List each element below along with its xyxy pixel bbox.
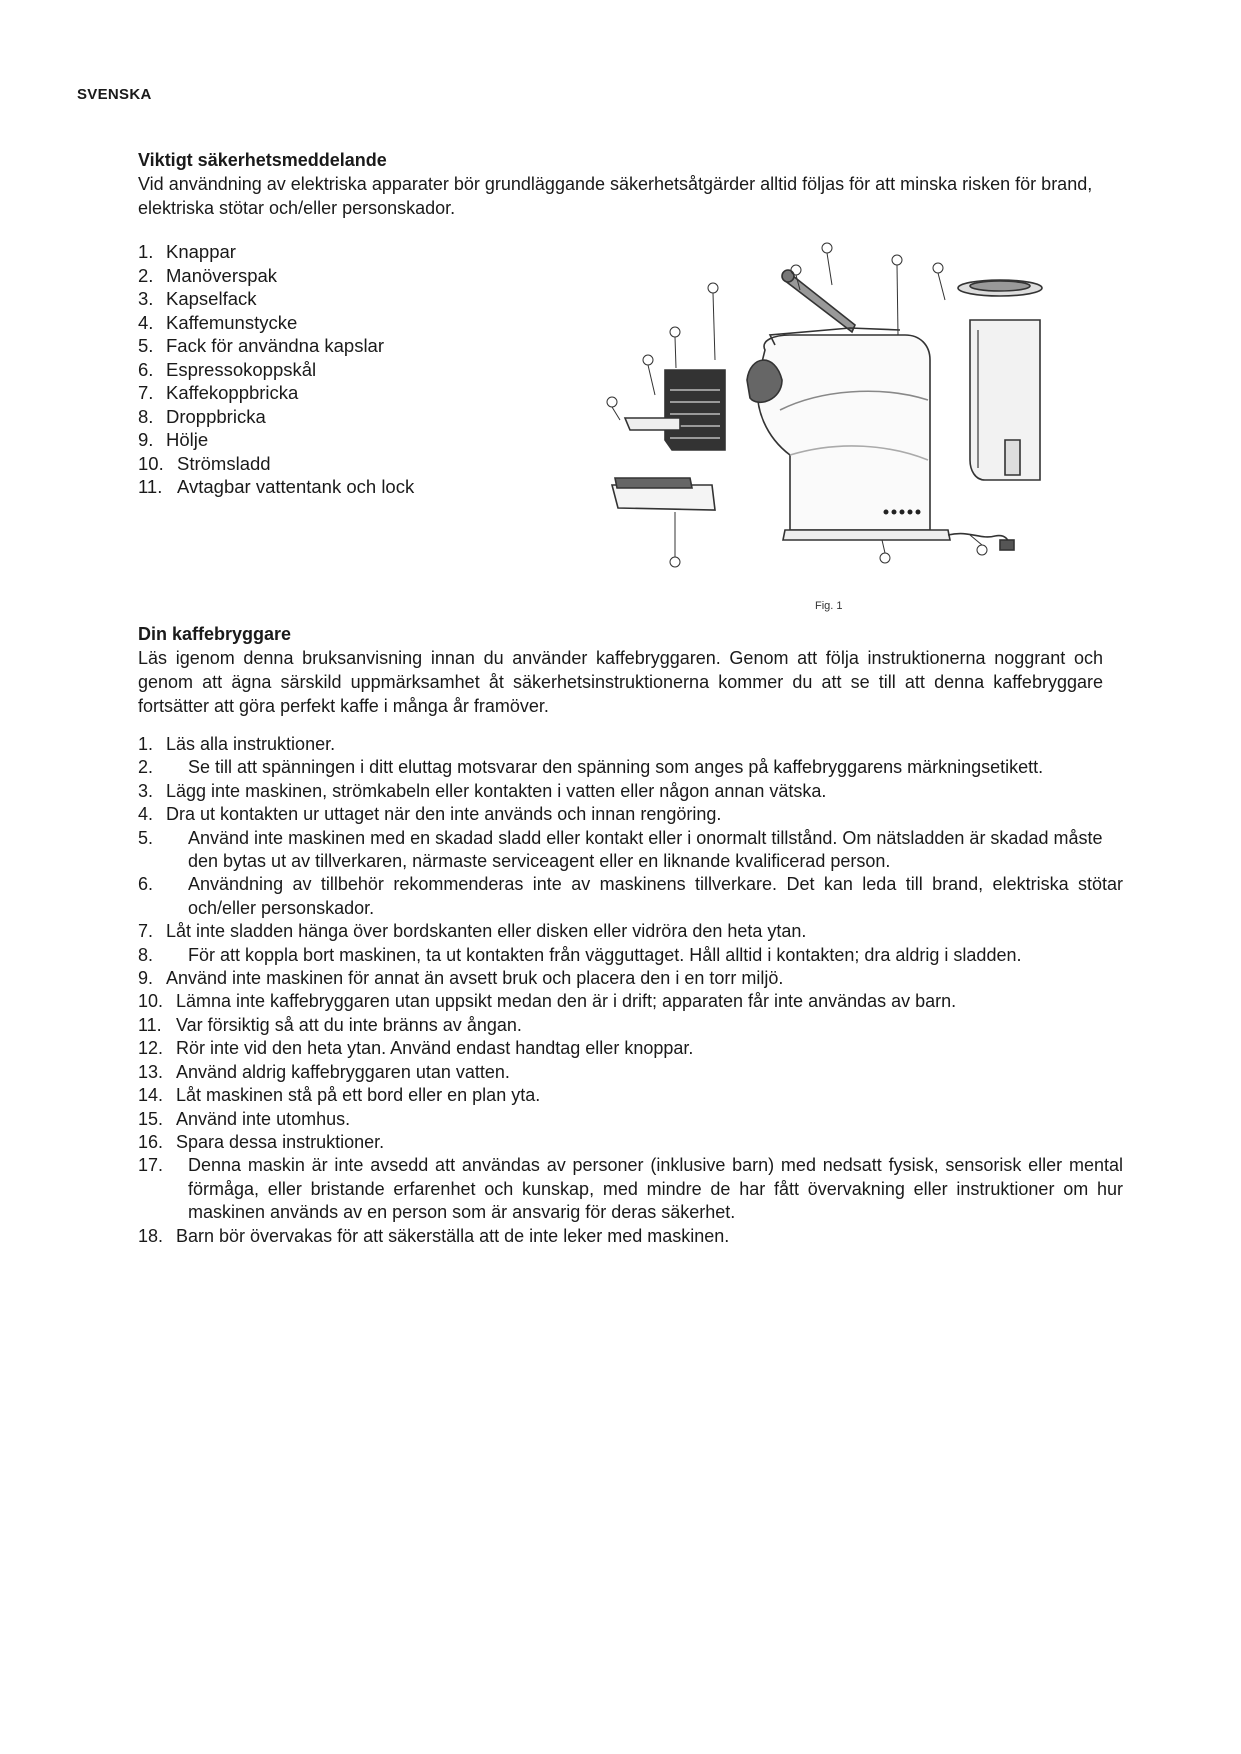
parts-list-item: 5. Fack för användna kapslar <box>138 335 385 356</box>
rule-item: 2. Se till att spänningen i ditt eluttag motsvarar den spänning som anges på kaffebryggarens märkningsetikett. <box>138 757 1044 778</box>
rule-item: 10. Lämna inte kaffebryggaren utan uppsikt medan den är i drift; apparaten får inte användas av barn. <box>138 991 957 1012</box>
rule-item: 7. Låt inte sladden hänga över bordskanten eller disken eller vidröra den heta ytan. <box>138 921 807 942</box>
parts-list-item: 11. Avtagbar vattentank och lock <box>138 476 415 497</box>
rule-item: 11. Var försiktig så att du inte bränns av ångan. <box>138 1014 522 1035</box>
rule-item: 18. Barn bör övervakas för att säkerställa att de inte leker med maskinen. <box>138 1225 730 1246</box>
rule-item: 4. Dra ut kontakten ur uttaget när den inte används och innan rengöring. <box>138 804 722 825</box>
safety-text: Vid användning av elektriska apparater bör grundläggande säkerhetsåtgärder alltid följas för att minska risken för brand, elektriska stötar och/eller personskador. <box>138 174 1093 218</box>
rule-item: 3. Lägg inte maskinen, strömkabeln eller kontakten i vatten eller någon annan vätska. <box>138 780 827 801</box>
parts-list-item: 2. Manöverspak <box>138 264 278 286</box>
rule-item: 5. Använd inte maskinen med en skadad sladd eller kontakt eller i onormalt tillstånd. Om nätsladden är skadad måste den bytas ut av tillverkaren, närmaste serviceagent eller en liknande kvalificerad person. <box>138 827 1103 872</box>
coffee-text: Läs igenom denna bruksanvisning innan du använder kaffebryggaren. Genom att följa instruktionerna noggrant och genom att ägna särskild uppmärksamhet åt säkerhetsinstruktionerna kommer du att se till att denna kaffebryggare fortsätter att göra perfekt kaffe i många år framöver. <box>138 648 1103 716</box>
coffee-section <box>138 623 1123 718</box>
figure-caption: Fig. 1 <box>815 600 843 612</box>
parts-list-item: 1. Knappar <box>138 241 236 262</box>
rule-item: 15. Använd inte utomhus. <box>138 1108 351 1129</box>
safety-section <box>138 149 1123 220</box>
parts-list-item: 3. Kapselfack <box>138 288 257 309</box>
language-label: SVENSKA <box>77 86 152 103</box>
safety-rules-list <box>138 733 1123 1248</box>
parts-list <box>138 240 414 499</box>
parts-list-item: 8. Droppbricka <box>138 405 266 427</box>
rule-item: 6. Användning av tillbehör rekommenderas inte av maskinens tillverkare. Det kan leda till brand, elektriska stötar och/eller personskador. <box>138 874 1123 918</box>
rule-item: 8. För att koppla bort maskinen, ta ut kontakten från vägguttaget. Håll alltid i kontakten; dra aldrig i sladden. <box>138 944 1022 965</box>
rule-item: 17. Denna maskin är inte avsedd att användas av personer (inklusive barn) med nedsatt fysisk, sensorisk eller mental förmåga, eller bristande erfarenhet och kunskap, med mindre de har fått övervakning eller instruktioner om hur maskinen används av en person som är ansvarig för deras säkerhet. <box>138 1155 1123 1223</box>
safety-title: Viktigt säkerhetsmeddelande <box>138 150 387 170</box>
coffee-title: Din kaffebryggare <box>138 624 292 644</box>
parts-list-item: 7. Kaffekoppbricka <box>138 382 299 403</box>
rule-item: 9. Använd inte maskinen för annat än avsett bruk och placera den i en torr miljö. <box>138 968 784 989</box>
rule-item: 12. Rör inte vid den heta ytan. Använd endast handtag eller knoppar. <box>138 1038 694 1059</box>
rule-item: 1. Läs alla instruktioner. <box>138 734 336 754</box>
parts-list-item: 4. Kaffemunstycke <box>138 311 298 333</box>
rule-item: 14. Låt maskinen stå på ett bord eller en plan yta. <box>138 1085 541 1106</box>
coffee-machine-exploded-diagram <box>600 240 1070 620</box>
rule-item: 13. Använd aldrig kaffebryggaren utan vatten. <box>138 1061 510 1082</box>
parts-list-item: 10. Strömsladd <box>138 452 271 474</box>
parts-list-item: 6. Espressokoppskål <box>138 358 317 380</box>
rule-item: 16. Spara dessa instruktioner. <box>138 1131 385 1152</box>
parts-list-item: 9. Hölje <box>138 429 209 450</box>
